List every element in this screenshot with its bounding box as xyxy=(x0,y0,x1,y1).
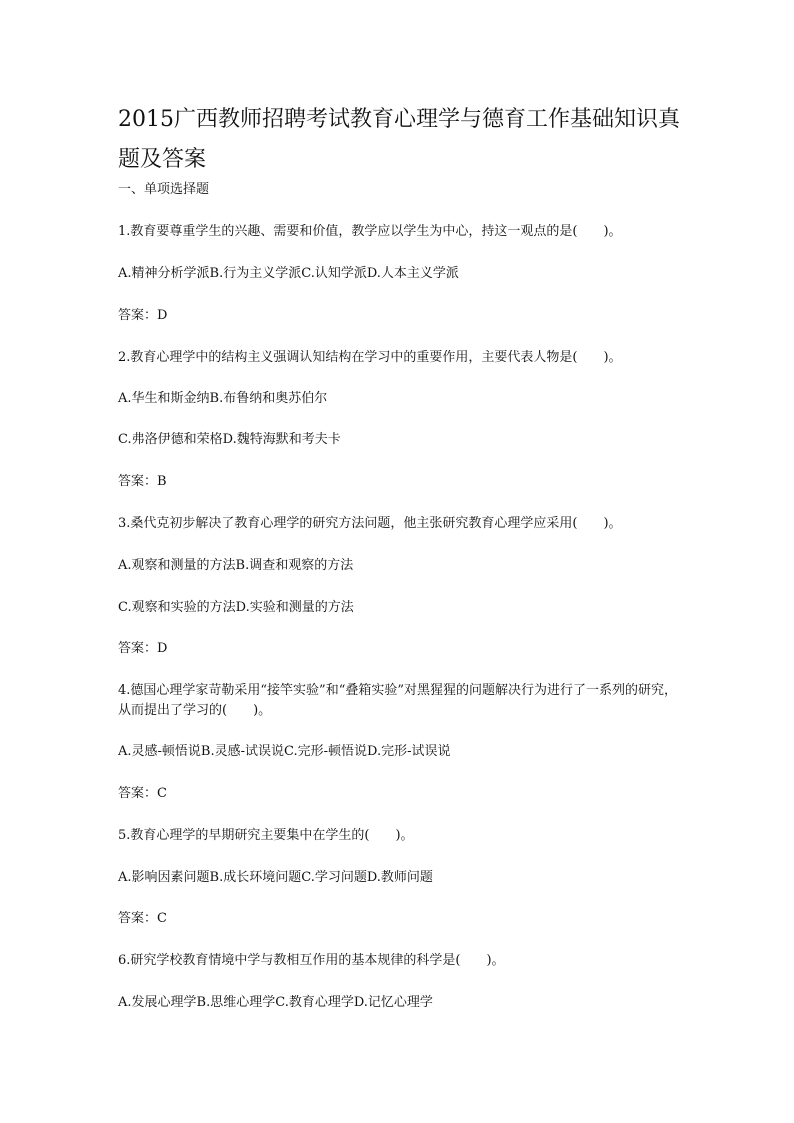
question-5-answer: 答案：C xyxy=(118,911,167,926)
question-3-options-1: A.观察和测量的方法B.调查和观察的方法 xyxy=(118,558,354,573)
section-heading: 一、单项选择题 xyxy=(118,182,210,197)
question-2-stem: 2.教育心理学中的结构主义强调认知结构在学习中的重要作用，主要代表人物是( )。 xyxy=(118,350,622,365)
question-1-options: A.精神分析学派B.行为主义学派C.认知学派D.人本主义学派 xyxy=(118,266,459,281)
question-3-stem: 3.桑代克初步解决了教育心理学的研究方法问题，他主张研究教育心理学应采用( )。 xyxy=(118,516,622,531)
question-2-options-1: A.华生和斯金纳B.布鲁纳和奥苏伯尔 xyxy=(118,391,328,406)
question-4-options: A.灵感-顿悟说B.灵感-试误说C.完形-顿悟说D.完形-试误说 xyxy=(118,744,451,759)
question-3-answer: 答案：D xyxy=(118,641,168,656)
document-title-line-2: 题及答案 xyxy=(118,147,207,172)
question-5-stem: 5.教育心理学的早期研究主要集中在学生的( )。 xyxy=(118,828,414,843)
question-2-answer: 答案：B xyxy=(118,474,167,489)
question-4-answer: 答案：C xyxy=(118,786,167,801)
question-6-stem: 6.研究学校教育情境中学与教相互作用的基本规律的科学是( )。 xyxy=(118,953,505,968)
question-2-options-2: C.弗洛伊德和荣格D.魏特海默和考夫卡 xyxy=(118,432,341,447)
question-6-options: A.发展心理学B.思维心理学C.教育心理学D.记忆心理学 xyxy=(118,995,433,1010)
question-1-stem: 1.教育要尊重学生的兴趣、需要和价值，教学应以学生为中心，持这一观点的是( )。 xyxy=(118,224,622,239)
question-5-options: A.影响因素问题B.成长环境问题C.学习问题D.教师问题 xyxy=(118,870,433,885)
question-3-options-2: C.观察和实验的方法D.实验和测量的方法 xyxy=(118,600,354,615)
document-title-line-1: 2015广西教师招聘考试教育心理学与德育工作基础知识真 xyxy=(118,107,680,132)
question-1-answer: 答案：D xyxy=(118,308,168,323)
question-4-stem: 4.德国心理学家苛勒采用“接竿实验”和“叠箱实验”对黑猩猩的问题解决行为进行了一系列的研究，从而提出了学习的( )。 xyxy=(118,683,677,718)
